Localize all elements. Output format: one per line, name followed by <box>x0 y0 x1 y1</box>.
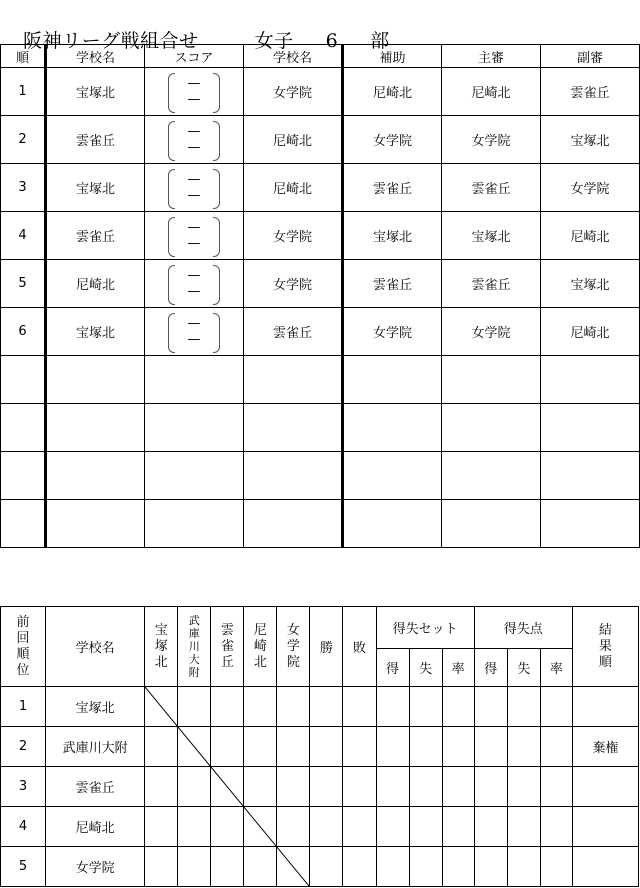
empty-cell <box>442 500 541 548</box>
previous-rank: 4 <box>1 807 46 847</box>
opponent-header-char: 雲 <box>220 622 234 638</box>
result-cell <box>277 807 310 847</box>
result-cell <box>474 847 507 887</box>
assist-team: 宝塚北 <box>343 212 442 260</box>
team-a: 宝塚北 <box>46 308 145 356</box>
result-cell <box>376 807 409 847</box>
schedule-header-cell: スコア <box>145 45 244 68</box>
standings-table <box>0 606 639 887</box>
schedule-row <box>1 116 640 164</box>
score-dash-top: — <box>187 75 201 91</box>
opponent-header <box>178 607 211 687</box>
title-division-label: 部 <box>370 30 390 52</box>
rank-header-char: 回 <box>16 630 30 646</box>
result-cell <box>244 687 277 727</box>
page-title <box>10 4 390 52</box>
bracket-right <box>213 265 220 305</box>
schedule-header-cell: 学校名 <box>244 45 343 68</box>
result-cell <box>442 767 474 807</box>
opponent-header-char: 大 <box>188 653 200 666</box>
score-cell <box>145 308 244 356</box>
previous-rank: 3 <box>1 767 46 807</box>
result-cell <box>474 687 507 727</box>
opponent-header-char: 武 <box>188 614 200 627</box>
empty-cell <box>145 404 244 452</box>
result-cell <box>244 847 277 887</box>
empty-cell <box>541 404 640 452</box>
previous-rank: 1 <box>1 687 46 727</box>
result-cell <box>442 687 474 727</box>
team-b: 女学院 <box>244 212 343 260</box>
result-cell <box>507 727 540 767</box>
referee-team: 雲雀丘 <box>442 260 541 308</box>
empty-cell <box>1 356 46 404</box>
bracket-left <box>168 169 175 209</box>
sub-referee-team: 尼崎北 <box>541 308 640 356</box>
opponent-header <box>277 607 310 687</box>
school-name: 武庫川大附 <box>46 727 145 767</box>
referee-team: 女学院 <box>442 116 541 164</box>
score-bracket <box>164 217 224 255</box>
standings-row <box>1 767 639 807</box>
opponent-header-char: 学 <box>286 638 300 654</box>
score-bracket <box>164 169 224 207</box>
standings-row <box>1 807 639 847</box>
result-cell <box>277 687 310 727</box>
sub-referee-team: 宝塚北 <box>541 116 640 164</box>
opponent-header-char: 北 <box>154 654 168 670</box>
assist-team: 女学院 <box>343 116 442 164</box>
school-name: 尼崎北 <box>46 807 145 847</box>
sub-referee-team: 尼崎北 <box>541 212 640 260</box>
opponent-header-char: 雀 <box>220 638 234 654</box>
bracket-left <box>168 121 175 161</box>
team-b: 雲雀丘 <box>244 308 343 356</box>
school-name: 雲雀丘 <box>46 767 145 807</box>
empty-cell <box>442 356 541 404</box>
title-gender: 女子 <box>254 30 294 52</box>
result-cell <box>178 687 211 727</box>
empty-cell <box>1 404 46 452</box>
result-cell <box>211 687 244 727</box>
score-dash-top: — <box>187 315 201 331</box>
match-number: 4 <box>1 212 46 260</box>
opponent-header-char: 宝 <box>154 622 168 638</box>
final-result: 棄権 <box>572 727 638 767</box>
rank-header-char: 順 <box>16 646 30 662</box>
score-dash-bottom: — <box>187 283 201 299</box>
result-cell <box>178 807 211 847</box>
team-a: 雲雀丘 <box>46 212 145 260</box>
result-cell <box>474 727 507 767</box>
bracket-left <box>168 313 175 353</box>
schedule-header-cell: 主審 <box>442 45 541 68</box>
bracket-right <box>213 217 220 257</box>
schedule-empty-row <box>1 404 640 452</box>
score-bracket <box>164 121 224 159</box>
score-bracket <box>164 265 224 303</box>
result-cell <box>343 767 376 807</box>
opponent-header-char: 丘 <box>220 654 234 670</box>
assist-team: 女学院 <box>343 308 442 356</box>
match-number: 6 <box>1 308 46 356</box>
result-cell <box>244 767 277 807</box>
opponent-header <box>244 607 277 687</box>
result-cell <box>145 807 178 847</box>
result-cell <box>540 807 572 847</box>
result-cell <box>145 687 178 727</box>
result-header-char: 結 <box>598 622 612 638</box>
empty-cell <box>46 500 145 548</box>
result-cell <box>244 807 277 847</box>
result-cell <box>540 847 572 887</box>
schedule-empty-row <box>1 356 640 404</box>
standings-row <box>1 727 639 767</box>
result-cell <box>178 847 211 887</box>
result-cell <box>540 727 572 767</box>
referee-team: 雲雀丘 <box>442 164 541 212</box>
empty-cell <box>244 452 343 500</box>
empty-cell <box>244 500 343 548</box>
result-cell <box>474 767 507 807</box>
empty-cell <box>442 452 541 500</box>
match-number: 3 <box>1 164 46 212</box>
result-cell <box>474 807 507 847</box>
loss-header: 敗 <box>343 607 376 687</box>
schedule-header-cell: 副審 <box>541 45 640 68</box>
result-cell <box>310 847 343 887</box>
schedule-row <box>1 68 640 116</box>
score-cell <box>145 116 244 164</box>
empty-cell <box>343 500 442 548</box>
team-b: 尼崎北 <box>244 116 343 164</box>
score-cell <box>145 164 244 212</box>
team-b: 女学院 <box>244 260 343 308</box>
empty-cell <box>244 356 343 404</box>
result-cell <box>376 687 409 727</box>
empty-cell <box>541 356 640 404</box>
sub-referee-team: 女学院 <box>541 164 640 212</box>
bracket-right <box>213 121 220 161</box>
opponent-header-char: 女 <box>286 622 300 638</box>
opponent-header <box>211 607 244 687</box>
result-cell <box>409 847 442 887</box>
standings-row <box>1 687 639 727</box>
sub-header: 失 <box>409 649 442 687</box>
schedule-header-cell: 補助 <box>343 45 442 68</box>
score-dash-bottom: — <box>187 235 201 251</box>
result-cell <box>343 687 376 727</box>
team-b: 女学院 <box>244 68 343 116</box>
result-cell <box>376 727 409 767</box>
schedule-header-cell: 学校名 <box>46 45 145 68</box>
result-cell <box>540 767 572 807</box>
win-header: 勝 <box>310 607 343 687</box>
final-result <box>572 687 638 727</box>
result-cell <box>507 767 540 807</box>
empty-cell <box>343 452 442 500</box>
referee-team: 女学院 <box>442 308 541 356</box>
result-cell <box>507 807 540 847</box>
result-cell <box>310 807 343 847</box>
empty-cell <box>145 500 244 548</box>
score-cell <box>145 212 244 260</box>
empty-cell <box>244 404 343 452</box>
result-header-char: 順 <box>598 654 612 670</box>
result-cell <box>409 807 442 847</box>
sub-header: 得 <box>376 649 409 687</box>
opponent-header-char: 尼 <box>253 622 267 638</box>
result-header-char: 果 <box>598 638 612 654</box>
result-cell <box>145 847 178 887</box>
score-bracket <box>164 73 224 111</box>
team-b: 尼崎北 <box>244 164 343 212</box>
result-cell <box>277 767 310 807</box>
result-cell <box>442 727 474 767</box>
result-cell <box>310 687 343 727</box>
score-cell <box>145 260 244 308</box>
result-cell <box>507 847 540 887</box>
empty-cell <box>1 452 46 500</box>
assist-team: 雲雀丘 <box>343 164 442 212</box>
final-result <box>572 767 638 807</box>
assist-team: 尼崎北 <box>343 68 442 116</box>
sub-header: 得 <box>474 649 507 687</box>
bracket-right <box>213 169 220 209</box>
score-dash-top: — <box>187 171 201 187</box>
result-cell <box>376 767 409 807</box>
result-cell <box>409 687 442 727</box>
result-cell <box>145 767 178 807</box>
bracket-right <box>213 313 220 353</box>
result-cell <box>540 687 572 727</box>
empty-cell <box>46 452 145 500</box>
schedule-row <box>1 212 640 260</box>
sub-header: 率 <box>540 649 572 687</box>
opponent-header-char: 川 <box>188 640 200 653</box>
schedule-row <box>1 164 640 212</box>
final-result <box>572 847 638 887</box>
score-dash-top: — <box>187 123 201 139</box>
result-cell <box>244 727 277 767</box>
sub-header: 率 <box>442 649 474 687</box>
empty-cell <box>46 404 145 452</box>
previous-rank: 5 <box>1 847 46 887</box>
opponent-header <box>145 607 178 687</box>
empty-cell <box>145 452 244 500</box>
school-header: 学校名 <box>46 607 145 687</box>
bracket-left <box>168 217 175 257</box>
result-cell <box>442 847 474 887</box>
result-cell <box>343 807 376 847</box>
result-cell <box>310 727 343 767</box>
result-cell <box>178 767 211 807</box>
empty-cell <box>442 404 541 452</box>
result-cell <box>211 727 244 767</box>
result-cell <box>211 807 244 847</box>
final-result <box>572 807 638 847</box>
empty-cell <box>343 404 442 452</box>
standings-row <box>1 847 639 887</box>
score-dash-bottom: — <box>187 91 201 107</box>
result-cell <box>376 847 409 887</box>
bracket-left <box>168 73 175 113</box>
result-cell <box>343 727 376 767</box>
schedule-empty-row <box>1 452 640 500</box>
result-cell <box>145 727 178 767</box>
title-text: 阪神リーグ戦組合せ <box>23 30 199 52</box>
score-cell <box>145 68 244 116</box>
result-cell <box>442 807 474 847</box>
result-cell <box>343 847 376 887</box>
result-cell <box>178 727 211 767</box>
opponent-header-char: 塚 <box>154 638 168 654</box>
empty-cell <box>343 356 442 404</box>
score-dash-top: — <box>187 219 201 235</box>
sub-referee-team: 雲雀丘 <box>541 68 640 116</box>
result-cell <box>277 847 310 887</box>
opponent-header-char: 崎 <box>253 638 267 654</box>
score-dash-bottom: — <box>187 331 201 347</box>
team-a: 雲雀丘 <box>46 116 145 164</box>
bracket-left <box>168 265 175 305</box>
referee-team: 宝塚北 <box>442 212 541 260</box>
school-name: 女学院 <box>46 847 145 887</box>
result-cell <box>277 727 310 767</box>
opponent-header-char: 北 <box>253 654 267 670</box>
rank-header <box>1 607 46 687</box>
referee-team: 尼崎北 <box>442 68 541 116</box>
result-cell <box>211 847 244 887</box>
result-cell <box>409 727 442 767</box>
sub-referee-team: 宝塚北 <box>541 260 640 308</box>
point-group-header: 得失点 <box>474 607 572 649</box>
result-cell <box>310 767 343 807</box>
empty-cell <box>541 500 640 548</box>
team-a: 宝塚北 <box>46 68 145 116</box>
opponent-header-char: 附 <box>188 666 200 679</box>
schedule-header-cell: 順 <box>1 45 46 68</box>
schedule-header-row <box>1 45 640 68</box>
schedule-empty-row <box>1 500 640 548</box>
match-number: 2 <box>1 116 46 164</box>
team-a: 宝塚北 <box>46 164 145 212</box>
rank-header-char: 前 <box>16 614 30 630</box>
standings-header-row <box>1 607 639 649</box>
schedule-row <box>1 260 640 308</box>
empty-cell <box>541 452 640 500</box>
rank-header-char: 位 <box>16 662 30 678</box>
team-a: 尼崎北 <box>46 260 145 308</box>
bracket-right <box>213 73 220 113</box>
result-header <box>572 607 638 687</box>
score-dash-bottom: — <box>187 187 201 203</box>
match-number: 1 <box>1 68 46 116</box>
sub-header: 失 <box>507 649 540 687</box>
previous-rank: 2 <box>1 727 46 767</box>
set-group-header: 得失セット <box>376 607 474 649</box>
empty-cell <box>1 500 46 548</box>
score-bracket <box>164 313 224 351</box>
result-cell <box>507 687 540 727</box>
score-dash-bottom: — <box>187 139 201 155</box>
schedule-table <box>0 44 640 548</box>
schedule-row <box>1 308 640 356</box>
school-name: 宝塚北 <box>46 687 145 727</box>
opponent-header-char: 庫 <box>188 627 200 640</box>
assist-team: 雲雀丘 <box>343 260 442 308</box>
result-cell <box>211 767 244 807</box>
score-dash-top: — <box>187 267 201 283</box>
result-cell <box>409 767 442 807</box>
match-number: 5 <box>1 260 46 308</box>
empty-cell <box>145 356 244 404</box>
title-division-number: 6 <box>325 30 339 52</box>
opponent-header-char: 院 <box>286 654 300 670</box>
empty-cell <box>46 356 145 404</box>
